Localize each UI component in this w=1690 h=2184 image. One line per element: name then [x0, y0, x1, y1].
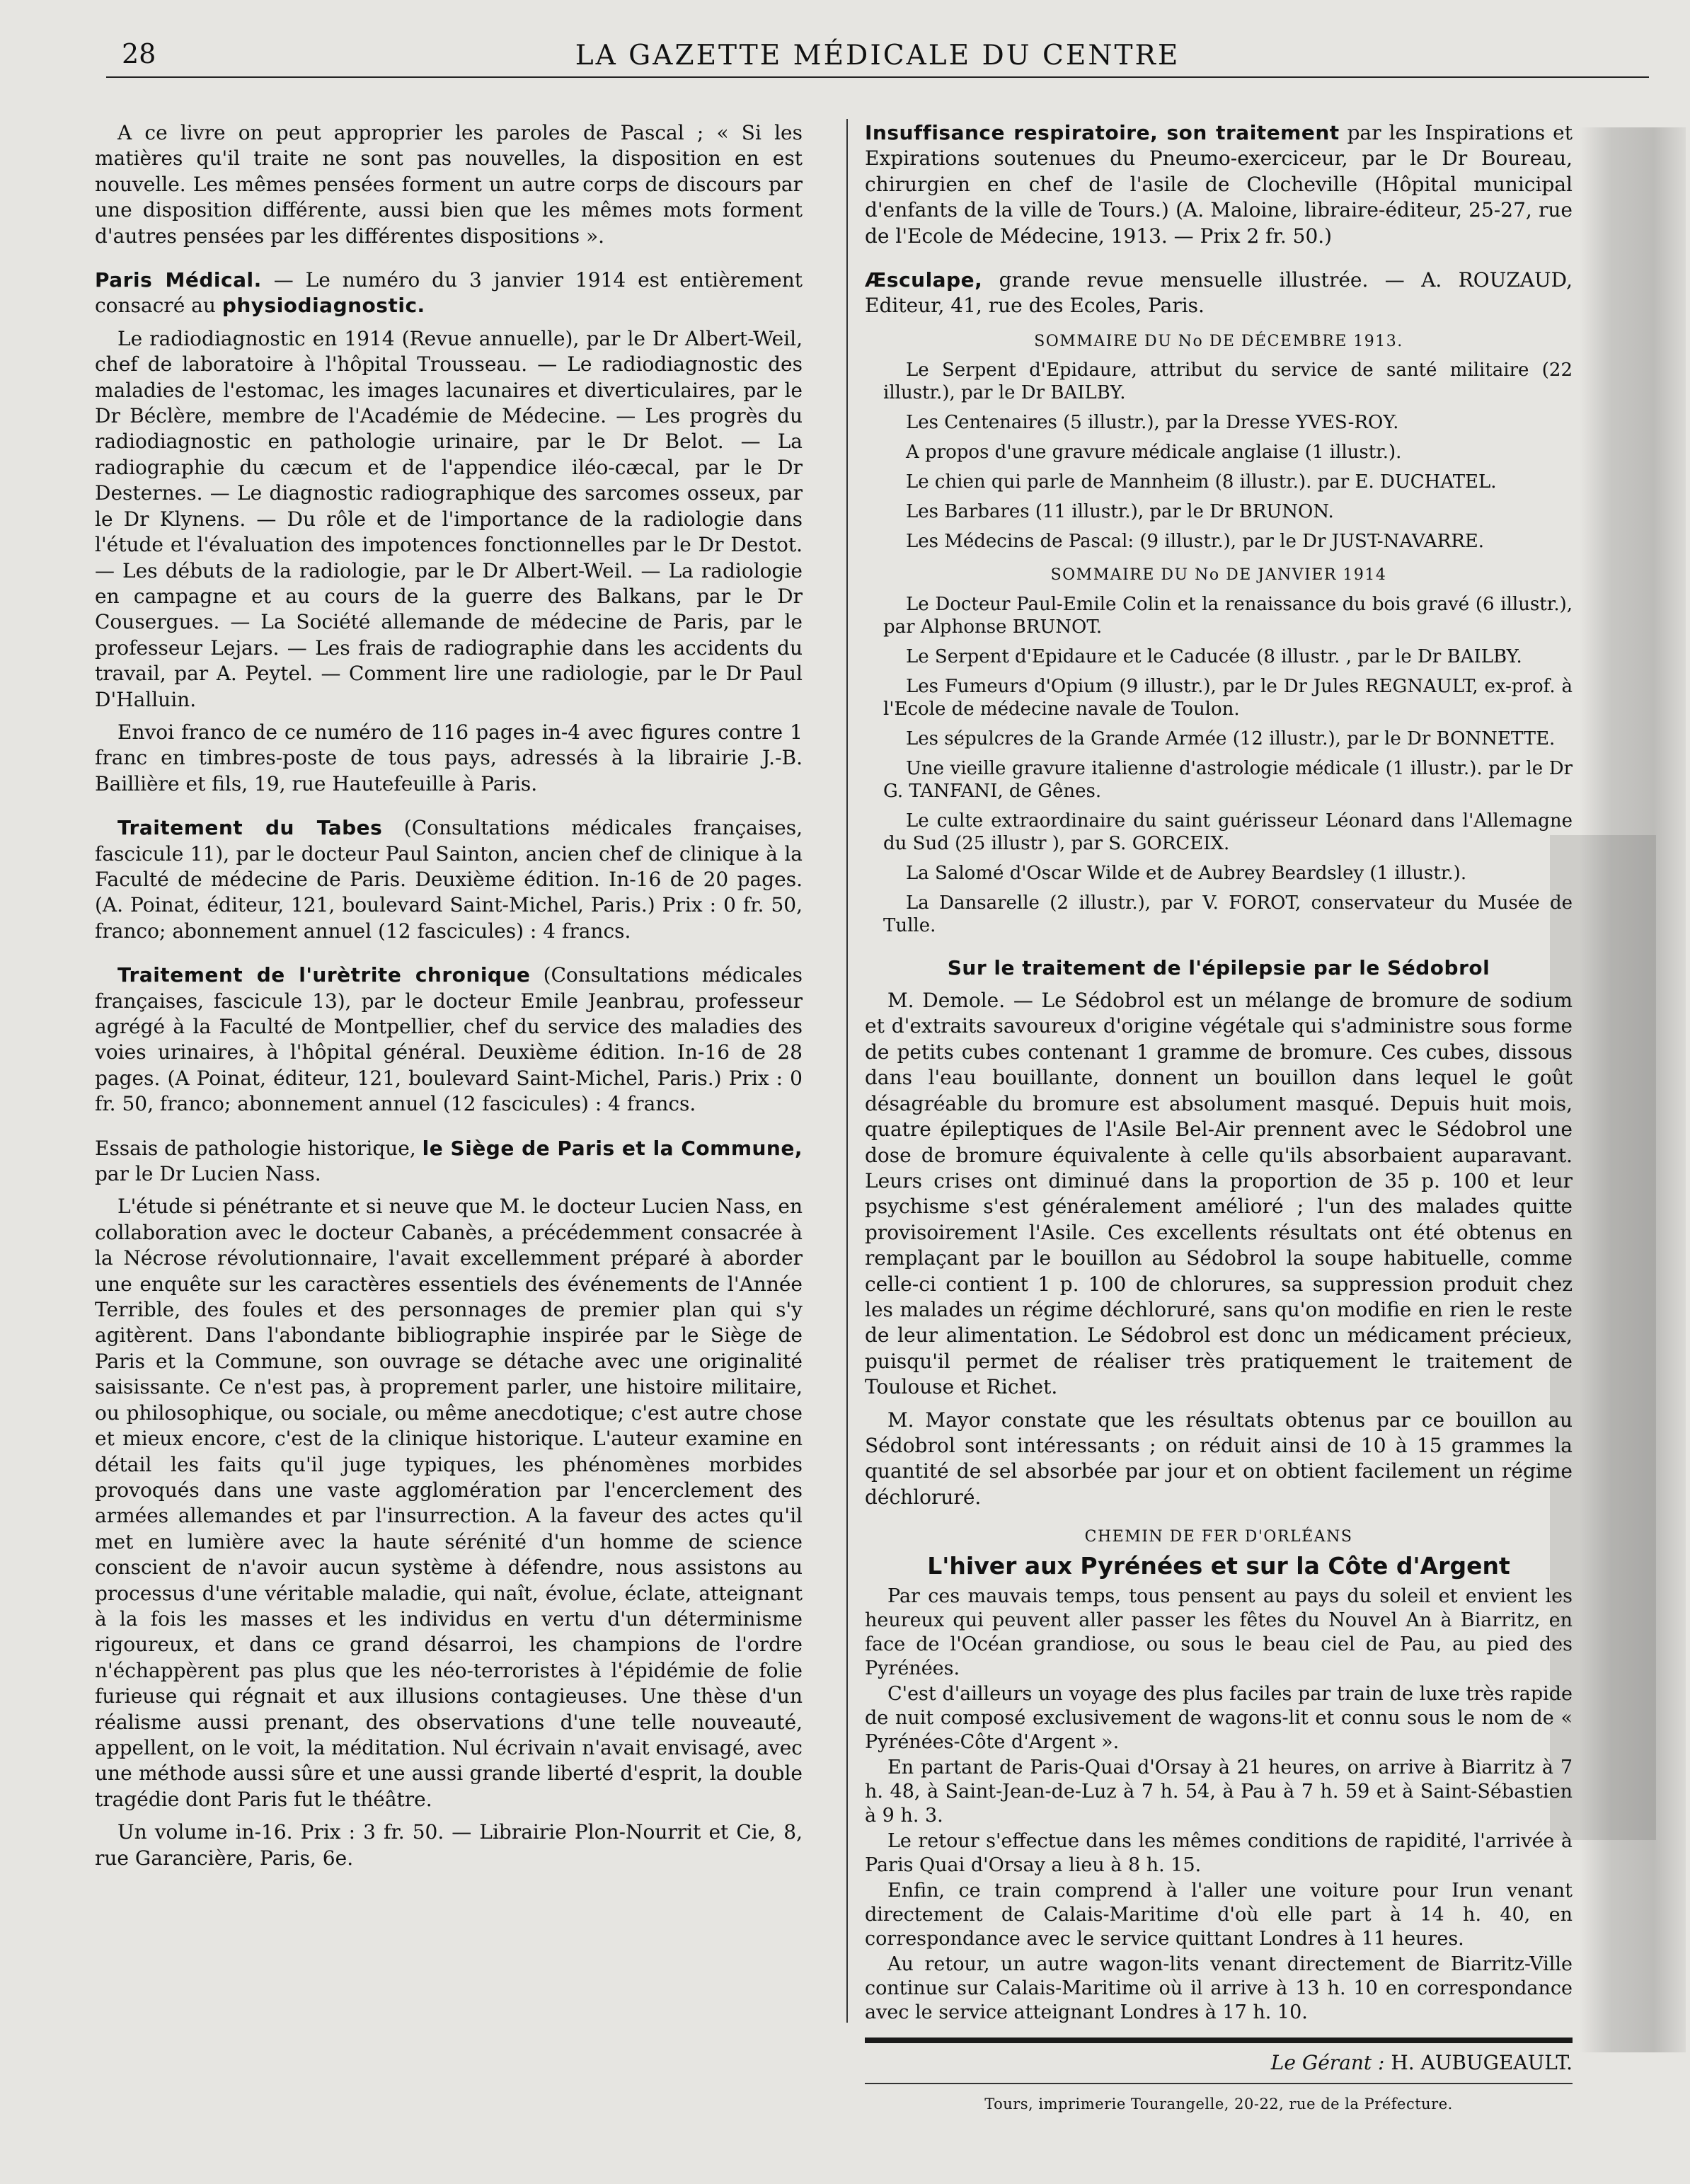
toc-item: Les Médecins de Pascal: (9 illustr.), par le Dr JUST-NAVARRE.: [906, 531, 1485, 553]
toc-december: [865, 359, 1573, 553]
essais-pre: Essais de pathologie historique,: [95, 1136, 423, 1160]
esculape-body: grande revue mensuelle illustrée. — A. ROUZAUD, Editeur, 41, rue des Ecoles, Paris.: [865, 268, 1573, 318]
tabes-title: Traitement du Tabes: [117, 816, 383, 840]
toc-item: Les Centenaires (5 illustr.), par la Dresse YVES-ROY.: [906, 412, 1399, 434]
orleans-railway-ad: [865, 1524, 1573, 2025]
paris-medical-title: Paris Médical.: [95, 268, 262, 292]
paris-medical-topic: physiodiagnostic.: [222, 294, 425, 318]
insuffisance-notice: [865, 120, 1573, 249]
page-header: [106, 34, 1649, 78]
toc-item: La Salomé d'Oscar Wilde et de Aubrey Beardsley (1 illustr.).: [906, 862, 1467, 884]
essais-review: L'étude si pénétrante et si neuve que M. le docteur Lucien Nass, en collaboration avec le docteur Cabanès, a précédemment consacrée à la Nécrose révolutionnaire, l'avait excellemment préparé à aborder une enquête sur les caractères essentiels des événements de l'Année Terrible, des foules et des personnages de premier plan qui s'y agitèrent. Dans l'abondante bibliographie inspirée par le Siège de Paris et la Commune, son ouvrage se détache avec une originalité saisissante. Ce n'est pas, à proprement parler, une histoire militaire, ou philosophique, ou sociale, ou même anecdotique; c'est autre chose et mieux encore, c'est de la clinique historique. L'auteur examine en détail les faits qu'il juge typiques, les phénomènes morbides provoqués dans une vaste agglomération par l'encerclement des armées allemandes et par l'insurrection. A la faveur des actes qu'il met en lumière avec la haute sérénité d'un homme de science conscient de n'avoir aucun système à défendre, nous assistons au processus d'une véritable maladie, qui naît, évolue, éclate, atteignant à la fois les masses et les individus en vertu d'un déterminisme rigoureux, et dans ce grand désarroi, les champions de l'ordre n'échappèrent pas plus que les néo-terroristes à l'épidémie de folie furieuse qui régnait et aux illusions contagieuses. Une thèse d'un réalisme aussi prenant, des observations d'une telle nouveauté, appellent, on le voit, la méditation. Nul écrivain n'avait envisagé, avec une méthode aussi sûre et une aussi grande liberté d'esprit, la double tragédie dont Paris fut le théâtre.: [95, 1195, 803, 1811]
summary-december-heading: SOMMAIRE DU No DE DÉCEMBRE 1913.: [1034, 332, 1403, 350]
toc-item: Le chien qui parle de Mannheim (8 illustr.). par E. DUCHATEL.: [906, 471, 1497, 493]
running-title: LA GAZETTE MÉDICALE DU CENTRE: [575, 40, 1180, 71]
toc-item: La Dansarelle (2 illustr.), par V. FOROT, conservateur du Musée de Tulle.: [883, 892, 1573, 936]
toc-item: Les sépulcres de la Grande Armée (12 illustr.), par le Dr BONNETTE.: [906, 728, 1556, 749]
ad-paragraph: Par ces mauvais temps, tous pensent au pays du soleil et envient les heureux qui peuvent aller passer les fêtes du Nouvel An à Biarritz, en face de l'Océan grandiose, ou sous le beau ciel de Pau, au pied des Pyrénées.: [865, 1585, 1573, 1679]
gerant-label: Le Gérant :: [1270, 2051, 1385, 2074]
footer-thick-rule: [865, 2038, 1573, 2043]
paper-stain: [1550, 835, 1656, 1840]
ad-paragraph: Le retour s'effectue dans les mêmes conditions de rapidité, l'arrivée à Paris Quai d'Orsay a lieu à 8 h. 15.: [865, 1830, 1573, 1876]
printer-imprint: Tours, imprimerie Tourangelle, 20-22, rue de la Préfecture.: [984, 2096, 1453, 2113]
paris-medical-intro: — Le numéro du 3 janvier 1914 est entièrement consacré au: [95, 268, 803, 318]
toc-january: [865, 593, 1573, 937]
tabes-notice: [95, 815, 803, 944]
ad-paragraph: Au retour, un autre wagon-lits venant directement de Biarritz-Ville continue sur Calais-Maritime où il arrive à 13 h. 10 en correspondance avec le service atteignant Londres à 17 h. 10.: [865, 1953, 1573, 2023]
essais-price: Un volume in-16. Prix : 3 fr. 50. — Librairie Plon-Nourrit et Cie, 8, rue Garancière, Paris, 6e.: [95, 1820, 803, 1870]
paris-medical-envoi: Envoi franco de ce numéro de 116 pages in-4 avec figures contre 1 franc en timbres-poste de tous pays, adressés à la librairie J.-B. Baillière et fils, 19, rue Hautefeuille à Paris.: [95, 720, 803, 795]
paris-medical-contents: Le radiodiagnostic en 1914 (Revue annuelle), par le Dr Albert-Weil, chef de laboratoire à l'hôpital Trousseau. — Le radiodiagnostic des maladies de l'estomac, les images lacunaires et diverticulaires, par le Dr Béclère, membre de l'Académie de Médecine. — Les progrès du radiodiagnostic en pathologie urinaire, par le Dr Belot. — La radiographie du cæcum et de l'appendice iléo-cæcal, par le Dr Desternes. — Le diagnostic radiographique des sarcomes osseux, par le Dr Klynens. — Du rôle et de l'importance de la radiologie dans l'étude et l'évaluation des impotences fonctionnelles par le Dr Destot. — Les débuts de la radiologie, par le Dr Albert-Weil. — La radiologie en campagne et au cours de la guerre des Balkans, par le Dr Cousergues. — La Société allemande de médecine de Paris, par le professeur Lejars. — Les frais de radiographie dans les accidents du travail, par A. Peytel. — Comment lire une radiologie, par le Dr Paul D'Halluin.: [95, 326, 803, 711]
uretrite-notice: [95, 962, 803, 1117]
gerant-line: [865, 2050, 1573, 2076]
paris-medical-heading: [95, 268, 803, 319]
toc-item: Une vieille gravure italienne d'astrologie médicale (1 illustr.). par le Dr G. TANFANI, de Gênes.: [883, 757, 1573, 802]
footer-thin-rule: [865, 2083, 1573, 2084]
sedobrol-title: Sur le traitement de l'épilepsie par le Sédobrol: [947, 955, 1490, 979]
essais-post: par le Dr Lucien Nass.: [95, 1162, 321, 1186]
esculape-title: Æsculape,: [865, 268, 983, 292]
page-number: 28: [122, 38, 156, 69]
insuffisance-title: Insuffisance respiratoire, son traitement: [865, 121, 1340, 144]
essais-heading: [95, 1136, 803, 1188]
toc-item: Le Serpent d'Epidaure, attribut du service de santé militaire (22 illustr.), par le Dr BAILBY.: [883, 360, 1573, 404]
sedobrol-paragraph-1: M. Demole. — Le Sédobrol est un mélange de bromure de sodium et d'extraits savoureux d'origine végétale qui s'administre sous forme de petits cubes contenant 1 gramme de bromure. Ces cubes, dissous dans l'eau bouillante, donnent un bouillon dans lequel le goût désagréable du bromure est absolument masqué. Depuis huit mois, quatre épileptiques de l'Asile Bel-Air prennent avec le Sédobrol une dose de bromure équivalente à celle qu'ils absorbaient auparavant. Leurs crises ont diminué dans la proportion de 35 p. 100 et leur psychisme s'est généralement amélioré ; l'un des malades quitte provisoirement l'Asile. Ces excellents résultats ont été obtenus en remplaçant par le bouillon au Sédobrol la soupe habituelle, comme celle-ci contient 1 p. 100 de chlorures, sa suppression produit chez les malades un régime déchloruré, sans qu'on modifie en rien le reste de leur alimentation. Le Sédobrol est donc un médicament précieux, puisqu'il permet de réaliser très pratiquement le traitement de Toulouse et Richet.: [865, 989, 1573, 1399]
toc-item: Le Docteur Paul-Emile Colin et la renaissance du bois gravé (6 illustr.), par Alphonse BRUNOT.: [883, 593, 1573, 638]
ad-section-heading: CHEMIN DE FER D'ORLÉANS: [1084, 1528, 1353, 1546]
toc-item: Les Barbares (11 illustr.), par le Dr BRUNON.: [906, 501, 1334, 523]
sedobrol-paragraph-2: M. Mayor constate que les résultats obtenus par ce bouillon au Sédobrol sont intéressants ; on réduit ainsi de 10 à 15 grammes la quantité de sel absorbée par jour et on obtient facilement un régime déchloruré.: [865, 1408, 1573, 1509]
uretrite-title: Traitement de l'urètrite chronique: [117, 963, 531, 987]
ad-paragraph: Enfin, ce train comprend à l'aller une voiture pour Irun venant directement de Calais-Maritime d'où elle part à 14 h. 40, en correspondance avec le service quittant Londres à 11 heures.: [865, 1880, 1573, 1950]
toc-item: Les Fumeurs d'Opium (9 illustr.), par le Dr Jules REGNAULT, ex-prof. à l'Ecole de médecine navale de Toulon.: [883, 675, 1573, 720]
ad-paragraph: C'est d'ailleurs un voyage des plus faciles par train de luxe très rapide de nuit composé exclusivement de wagons-lit et connu sous le nom de « Pyrénées-Côte d'Argent ».: [865, 1683, 1573, 1753]
summary-january-heading: SOMMAIRE DU No DE JANVIER 1914: [1050, 566, 1387, 585]
uretrite-body: (Consultations médicales françaises, fascicule 13), par le docteur Emile Jeanbrau, professeur agrégé à la Faculté de Montpellier, chef du service des maladies des voies urinaires, à l'hôpital général. Deuxième édition. In-16 de 28 pages. (A Poinat, éditeur, 121, boulevard Saint-Michel, Paris.) Prix : 0 fr. 50, franco; abonnement annuel (12 fascicules) : 4 francs.: [95, 963, 803, 1116]
toc-item: Le culte extraordinaire du saint guérisseur Léonard dans l'Allemagne du Sud (25 illustr ), par S. GORCEIX.: [883, 810, 1573, 854]
toc-item: Le Serpent d'Epidaure et le Caducée (8 illustr. , par le Dr BAILBY.: [906, 645, 1522, 667]
esculape-notice: [865, 268, 1573, 319]
pascal-quote: A ce livre on peut approprier les paroles de Pascal ; « Si les matières qu'il traite ne sont pas nouvelles, la disposition en est nouvelle. Les mêmes pensées forment un autre corps de discours par une disposition différente, aussi bien que les mêmes mots forment d'autres pensées par les différentes dispositions ».: [95, 121, 803, 248]
left-column: [95, 120, 803, 1878]
column-divider: [846, 119, 848, 2023]
right-column: [865, 120, 1573, 2117]
essais-title: le Siège de Paris et la Commune,: [422, 1136, 803, 1160]
toc-item: A propos d'une gravure médicale anglaise (1 illustr.).: [906, 442, 1402, 464]
gerant-name: H. AUBUGEAULT.: [1391, 2051, 1573, 2074]
tabes-body: (Consultations médicales françaises, fascicule 11), par le docteur Paul Sainton, ancien chef de clinique à la Faculté de médecine de Paris. Deuxième édition. In-16 de 20 pages. (A. Poinat, éditeur, 121, boulevard Saint-Michel, Paris.) Prix : 0 fr. 50, franco; abonnement annuel (12 fascicules) : 4 francs.: [95, 816, 803, 943]
sedobrol-heading: [865, 955, 1573, 981]
ad-paragraph: En partant de Paris-Quai d'Orsay à 21 heures, on arrive à Biarritz à 7 h. 48, à Saint-Jean-de-Luz à 7 h. 54, à Pau à 7 h. 59 et à Saint-Sébastien à 9 h. 3.: [865, 1757, 1573, 1827]
ad-title: L'hiver aux Pyrénées et sur la Côte d'Argent: [927, 1551, 1510, 1580]
insuffisance-body: par les Inspirations et Expirations soutenues du Pneumo-exerciceur, par le Dr Boureau, chirurgien en chef de l'asile de Clocheville (Hôpital municipal d'enfants de la ville de Tours.) (A. Maloine, libraire-éditeur, 25-27, rue de l'Ecole de Médecine, 1913. — Prix 2 fr. 50.): [865, 121, 1573, 248]
